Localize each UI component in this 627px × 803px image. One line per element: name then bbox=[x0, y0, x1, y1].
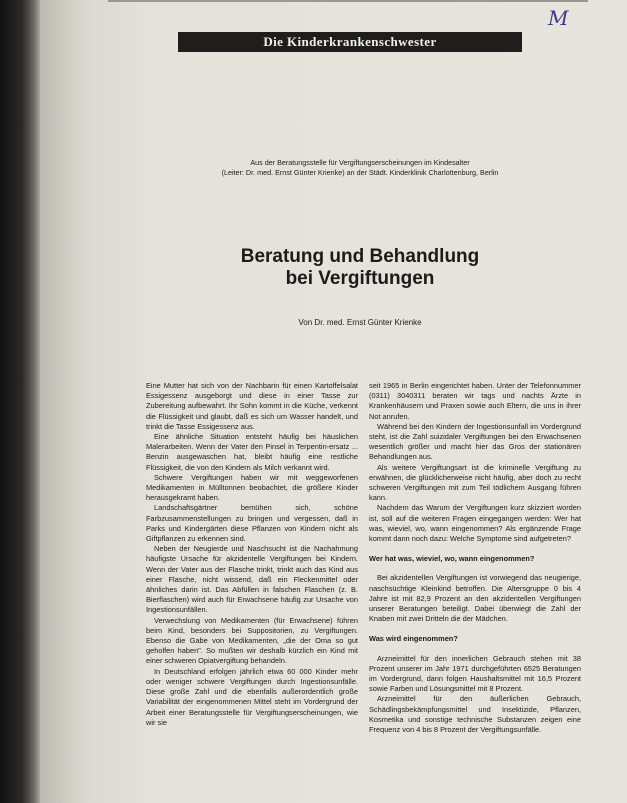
paragraph: seit 1965 in Berlin eingerichtet haben. Unter der Telefonnummer (0311) 3040311 beraten wir tags und nachts Ärzte in Krankenhäusern und Praxen sowie auch Eltern, die uns in ihrer Not anrufen. bbox=[369, 381, 581, 421]
paragraph: Eine ähnliche Situation entsteht häufig bei häuslichen Malerarbeiten. Wenn der Vater den Pinsel in Terpentin-ersatz ... Benzin ausgewaschen hat, bleibt häufig eine restliche Flüssigkeit, die von den Kindern als Milch verkannt wird. bbox=[146, 432, 358, 472]
institution-line-2: (Leiter: Dr. med. Ernst Günter Krienke) an der Städt. Kinderklinik Charlottenburg, Berlin bbox=[221, 168, 499, 177]
section-heading: Wer hat was, wieviel, wo, wann eingenommen? bbox=[369, 554, 535, 564]
paragraph: Nachdem das Warum der Vergiftungen kurz skizziert worden ist, soll auf die weiteren Fragen eingegangen werden: Wer hat was, wieviel, wo, wann eingenommen? Als ergänzende Frage kommt dann noch dazu: Welche Symptome sind aufgetreten? bbox=[369, 503, 581, 544]
institution-line-1: Aus der Beratungsstelle für Vergiftungserscheinungen im Kindesalter bbox=[250, 158, 470, 167]
page-binding-shadow bbox=[0, 0, 40, 803]
paragraph: Neben der Neugierde und Naschsucht ist die Nachahmung häufigste Ursache für akzidentelle Vergiftungen bei Kindern. Wenn der Vater aus der Flasche trinkt, trinkt auch das Kind aus einer Flasche, nicht wissend, daß ein Fleckenmittel oder ähnliches darin ist. Das Abfüllen in falschen Flaschen (z. B. Bierflaschen) wird auch für Erwachsene häufig zur Ursache von Ingestionsunfällen. bbox=[146, 544, 358, 615]
title-line-2: bei Vergiftungen bbox=[285, 268, 435, 289]
article-title bbox=[150, 246, 570, 290]
section-heading: Was wird eingenommen? bbox=[369, 634, 458, 644]
paragraph: Eine Mutter hat sich von der Nachbarin für einen Kartoffelsalat Essigessenz ausgeborgt und diese in einer Tasse zur Zubereitung aufbewahrt. Ihr Sohn kommt in die Küche, verkennt die Flüssigkeit und glaubt, daß es sich um Wasser handelt, und trinkt die Tasse Essigessenz aus. bbox=[146, 381, 358, 431]
right-column bbox=[369, 381, 581, 735]
paragraph: Als weitere Vergiftungsart ist die kriminelle Vergiftung zu erwähnen, die glücklicherweise nicht häufig, aber doch zu recht schweren Vergiftungen mit zum Teil tödlichem Ausgang führen kann. bbox=[369, 462, 581, 503]
paragraph: Bei akzidentellen Vergiftungen ist vorwiegend das neugierige, naschsüchtige Kleinkind betroffen. Die Altersgruppe 0 bis 4 Jahre ist mit 82,9 Prozent an den akzidentellen Vergiftungen unserer Beratungen beteiligt. Dabei überwiegt die Zahl der Knaben mit zwei Dritteln die der Mädchen. bbox=[369, 573, 581, 624]
paragraph: In Deutschland erfolgen jährlich etwa 60 000 Kinder mehr oder weniger schwere Vergiftungen durch Ingestionsunfälle. Diese große Zahl und die ebenfalls außerordentlich große Variabilität der eingenommenen Mittel steht im Vordergrund der Arbeit einer Beratungsstelle für Vergiftungserscheinungen, wie wir sie bbox=[146, 666, 358, 727]
paragraph: Landschaftsgärtner bemühen sich, schöne Farbzusammenstellungen zu bringen und vergessen, daß in Parks und Kindergärten diese Pflanzen von Kindern nicht als Giftpflanzen zu erkennen sind. bbox=[146, 503, 358, 544]
journal-banner: Die Kinderkrankenschwester bbox=[178, 32, 522, 52]
paragraph: Verwechslung von Medikamenten (für Erwachsene) führen beim Kind, besonders bei Suppositorien, zu Vergiftungen. Ebenso die Gabe von Medikamenten, „die der Oma so gut geholfen haben". So mußten wir deshalb kürzlich ein Kind mit einer schweren Opiatvergiftung behandeln. bbox=[146, 615, 358, 666]
left-column bbox=[146, 381, 358, 728]
paragraph: Schwere Vergiftungen haben wir mit weggeworfenen Medikamenten in Mülltonnen beobachtet, die größere Kinder herausgekramt haben. bbox=[146, 472, 358, 503]
paragraph: Arzneimittel für den innerlichen Gebrauch stehen mit 38 Prozent unserer im Jahr 1971 durchgeführten 6525 Beratungen im Vordergrund, dann folgen Haushaltsmittel mit 16,5 Prozent sowie Farben und Lösungsmittel mit 8 Prozent. bbox=[369, 653, 581, 694]
paragraph: Während bei den Kindern der Ingestionsunfall im Vordergrund steht, ist die Zahl suizidaler Vergiftungen bei den Erwachsenen wesentlich größer und macht hier das Gros der stationären Behandlungen aus. bbox=[369, 421, 581, 462]
handwritten-mark: M bbox=[548, 6, 569, 30]
paragraph: Arzneimittel für den äußerlichen Gebrauch, Schädlingsbekämpfungsmittel und Insektizide, Pflanzen, Kosmetika und sonstige technische Substanzen zeigen eine Frequenz von 4 bis 8 Prozent der Vergiftungsunfälle. bbox=[369, 694, 581, 735]
author-line: Von Dr. med. Ernst Günter Krienke bbox=[298, 318, 422, 327]
top-rule bbox=[108, 0, 588, 2]
title-line-1: Beratung und Behandlung bbox=[240, 246, 480, 267]
institution-credit bbox=[150, 158, 570, 178]
